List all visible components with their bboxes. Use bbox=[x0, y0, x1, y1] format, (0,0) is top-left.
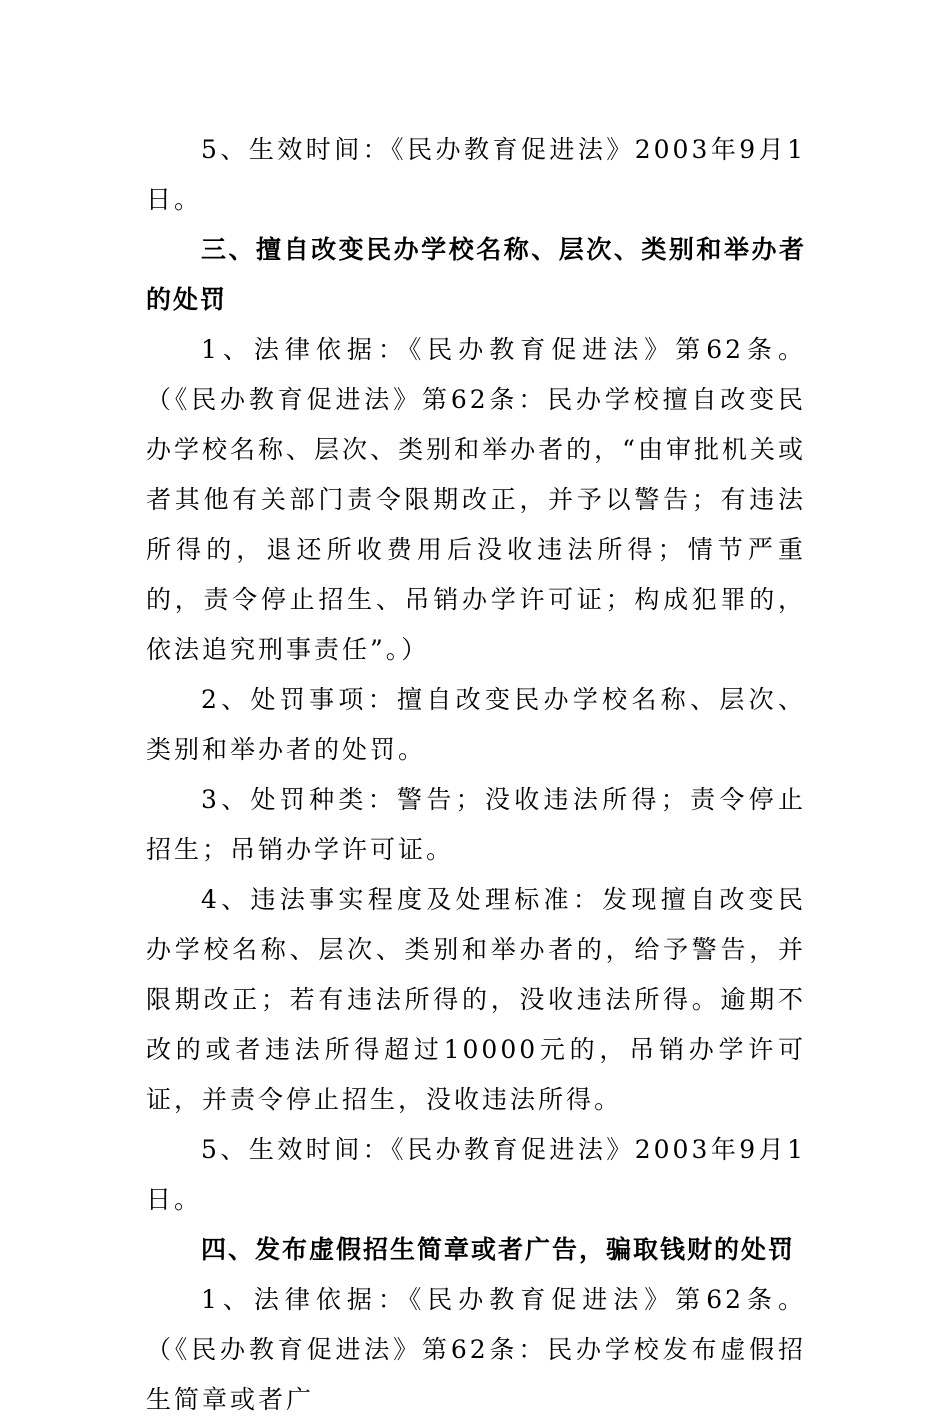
effective-date-paragraph: 5、生效时间：《民办教育促进法》2003年9月1日。 bbox=[146, 135, 806, 214]
effective-date-paragraph-2: 5、生效时间：《民办教育促进法》2003年9月1日。 bbox=[146, 1135, 806, 1214]
penalty-type-paragraph: 3、处罚种类：警告；没收违法所得；责令停止招生；吊销办学许可证。 bbox=[146, 785, 806, 864]
handling-standard-paragraph: 4、违法事实程度及处理标准：发现擅自改变民办学校名称、层次、类别和举办者的，给予警告，并限期改正；若有违法所得的，没收违法所得。逾期不改的或者违法所得超过10000元的，吊销办学许可证，并责令停止招生，没收违法所得。 bbox=[146, 885, 806, 1114]
document-body bbox=[146, 125, 806, 1425]
section-four-heading: 四、发布虚假招生简章或者广告，骗取钱财的处罚 bbox=[201, 1235, 796, 1264]
section-three-heading: 三、擅自改变民办学校名称、层次、类别和举办者的处罚 bbox=[146, 235, 806, 314]
legal-basis-paragraph: 1、法律依据：《民办教育促进法》第62条。（《民办教育促进法》第62条：民办学校擅自改变民办学校名称、层次、类别和举办者的，“由审批机关或者其他有关部门责令限期改正，并予以警告；有违法所得的，退还所收费用后没收违法所得；情节严重的，责令停止招生、吊销办学许可证；构成犯罪的，依法追究刑事责任”。） bbox=[146, 335, 806, 664]
legal-basis-paragraph-2: 1、法律依据：《民办教育促进法》第62条。（《民办教育促进法》第62条：民办学校发布虚假招生简章或者广 bbox=[146, 1285, 806, 1414]
penalty-item-paragraph: 2、处罚事项：擅自改变民办学校名称、层次、类别和举办者的处罚。 bbox=[146, 685, 806, 764]
